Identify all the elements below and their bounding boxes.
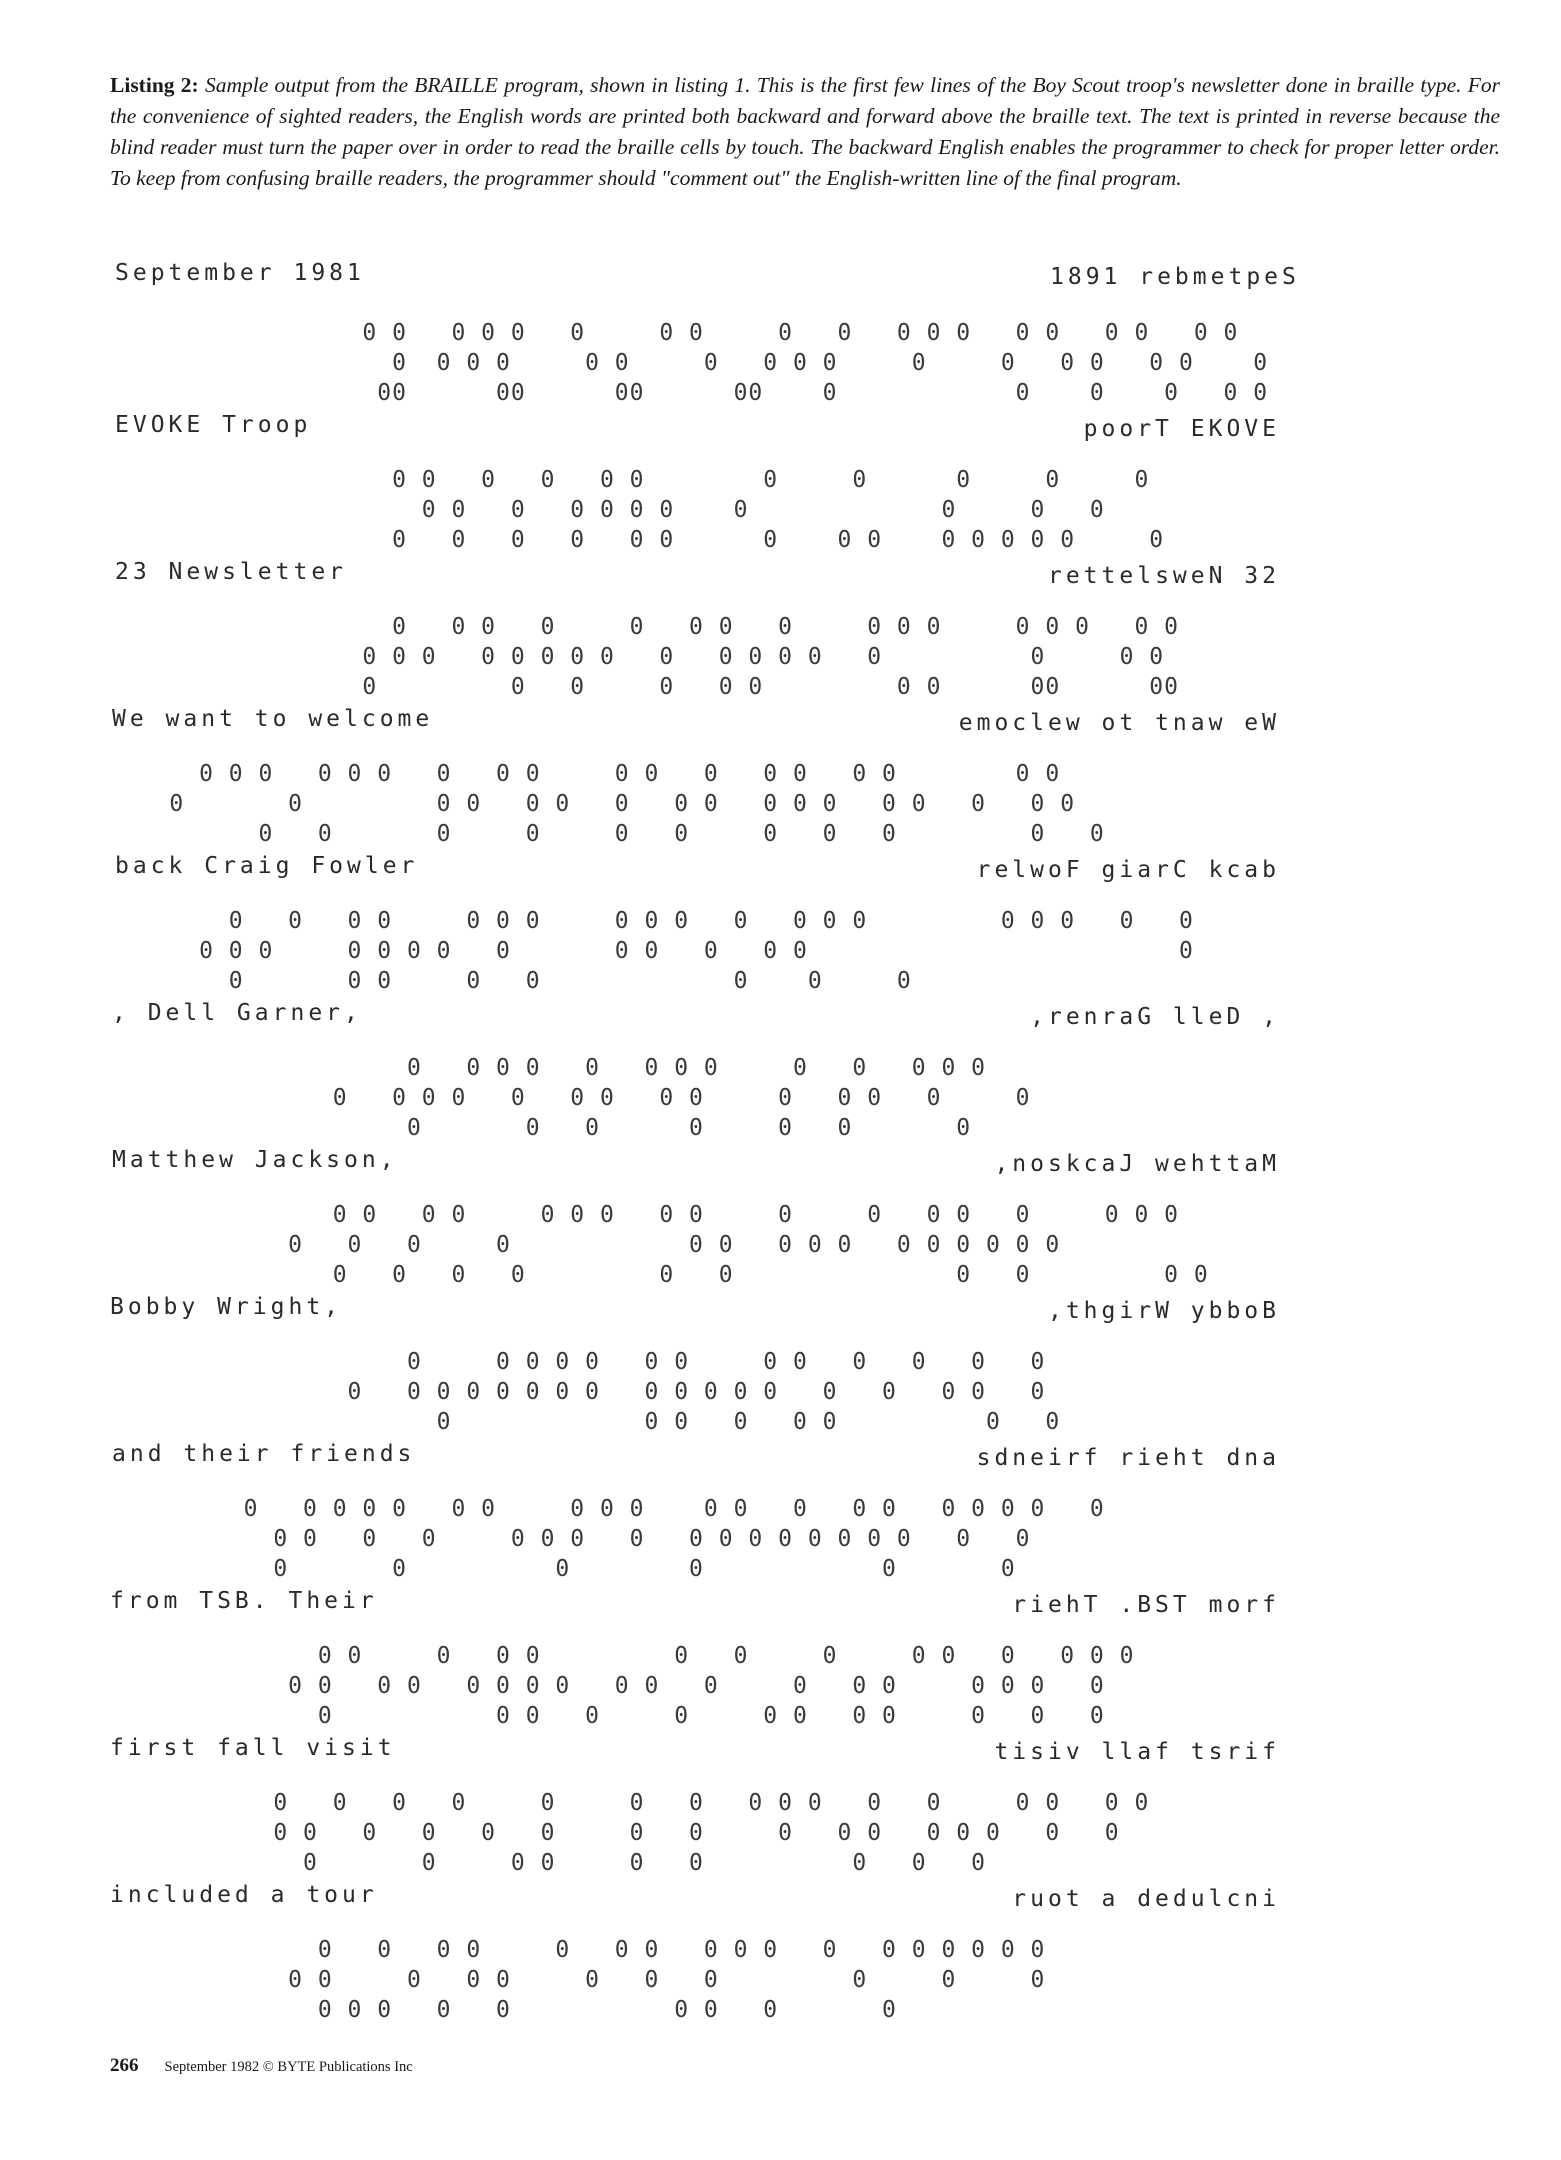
english-backward-text: ,renraG lleD ,	[1030, 1004, 1280, 1030]
english-forward-text: included a tour	[110, 1882, 378, 1908]
english-forward-text: first fall visit	[110, 1735, 396, 1761]
braille-row: 0 0 0 0 0 0 0 0 0 0 0 0 0 0 0 0 0 0 0	[110, 908, 1194, 934]
english-forward-text: 23 Newsletter	[115, 559, 348, 585]
english-forward-text: from TSB. Their	[110, 1588, 378, 1614]
english-forward-text: , Dell Garner,	[112, 1000, 362, 1026]
english-backward-text: ,thgirW ybboB	[1047, 1298, 1280, 1324]
english-backward-text: emoclew ot tnaw eW	[958, 710, 1280, 736]
caption-lead: Listing 2:	[110, 73, 199, 97]
braille-row: 0 0 0 0 0 0 0	[110, 1115, 972, 1141]
braille-row: 0 0 0 0 0 0 0 0 0 0 0 0 0	[110, 1349, 1046, 1375]
braille-row: 0 0 0 0 0 0 0 0 0 0 0 0 0 0	[110, 1085, 1031, 1111]
caption-text: Sample output from the BRAILLE program, shown in listing 1. This is the first few lines of the Boy Scout troop's newsletter done in braille type. For the convenience of sighted readers, the English words are printed both backward and forward above the braille text. The text is printed in reverse because the blind reader must turn the paper over in order to read the braille cells by touch. The backward English enables the programmer to check for proper letter order. To keep from confusing braille readers, the programmer should "comment out" the English-written line of the final program.	[110, 73, 1501, 190]
english-forward-text: Bobby Wright,	[110, 1294, 343, 1320]
braille-row: 0 0 0 0 0 0 0 0 0 0 0 0 0 0 0 0 0 0 0	[110, 320, 1239, 346]
page-number: 266	[110, 2055, 139, 2076]
footer-credit: September 1982 © BYTE Publications Inc	[164, 2059, 413, 2075]
english-forward-text: Matthew Jackson,	[112, 1147, 398, 1173]
english-backward-text: poorT EKOVE	[1083, 416, 1280, 442]
braille-row: 0 0 0 0 0 0 0 0 0	[110, 1850, 986, 1876]
braille-row: 0 0 0 0 0 0 0 0	[110, 968, 912, 994]
braille-row: 0 0 0 0 0 0 0 0 0 0 0 0	[110, 1703, 1105, 1729]
braille-row: 0 0 0 0 0 0 0 0 0 0 0 0 0 0 0 0 0	[110, 350, 1269, 376]
english-forward-text: back Craig Fowler	[115, 853, 419, 879]
braille-row: 0 0 0 0 0 0 0 0 0 0 0 0 0 0 0 0 0 0	[110, 1526, 1031, 1552]
braille-row: 0 0 0 0 0 0 0 0 0 0 0 0 0	[110, 1055, 986, 1081]
braille-row: 0 0 0 0 0 0 0 0 0 0 0 0 0 0 0 0	[110, 1820, 1120, 1846]
braille-row: 0 0 0 0 0 0 0 0 0 0 0 0 0 0 0 0	[110, 1790, 1150, 1816]
braille-row: 0 0 0 0 0 0 0 0 0 0 0	[110, 821, 1105, 847]
header-forward: September 1981	[115, 260, 365, 286]
braille-row: 0 0 0 0 0 0	[110, 1556, 1016, 1582]
braille-row: 0 0 0 0 0 0 0 0 0 0 0	[110, 1967, 1046, 1993]
braille-row: 0 0 0 0 0 0 0 0 0 0 0 0 0 0 0 0 0 0	[110, 761, 1061, 787]
braille-row: 0 0 0 0 0 0 0 0	[110, 1409, 1061, 1435]
english-backward-text: relwoF giarC kcab	[976, 857, 1280, 883]
braille-row: 0 0 0 0 0 0 0 0 0 0 0 0 0 0 0 0 0 0	[110, 1673, 1105, 1699]
braille-row: 0 0 0 0 0 0 0 0 0	[110, 1997, 897, 2023]
english-backward-text: ,noskcaJ wehttaM	[994, 1151, 1280, 1177]
english-backward-text: ruot a dedulcni	[1012, 1886, 1280, 1912]
braille-row: 0 0 0 0 0 0 0 0 0 0 0 0 0 0 0	[110, 1232, 1061, 1258]
english-backward-text: riehT .BST morf	[1012, 1592, 1280, 1618]
english-forward-text: We want to welcome	[112, 706, 434, 732]
page-footer	[110, 2055, 413, 2077]
braille-row: 0 0 0 0 0 0 0 0 0 0 0 0 0 0 0 0 0	[110, 1202, 1179, 1228]
braille-row: 0 0 0 0 0 0 0 0 0 0 0	[110, 497, 1105, 523]
english-backward-text: sdneirf rieht dna	[976, 1445, 1280, 1471]
braille-row: 0 0 0 0 0 0 0 0 0 0 0 0 0 0 0	[110, 527, 1165, 553]
braille-row: 00 00 00 00 0 0 0 0 0 0	[110, 380, 1269, 406]
header-backward: 1891 rebmetpeS	[1050, 264, 1300, 290]
braille-row: 0 0 0 0 0 0 0 0 0 0 0 0 0 0 0 0 0 0 0 0	[110, 1496, 1105, 1522]
braille-row: 0 0 0 0 0 0 0 0 0 0 0 0 0 0	[110, 1643, 1135, 1669]
braille-row: 0 0 0 0 0 0 0 0 0 0 0 0 0 0 0 0 0 0	[110, 1379, 1046, 1405]
braille-row: 0 0 0 0 0 0 0 0 0 0 0	[110, 467, 1150, 493]
english-forward-text: and their friends	[112, 1441, 416, 1467]
braille-row: 0 0 0 0 0 0 0 0 0 0 0 0 0 0 0 0 0	[110, 1937, 1046, 1963]
english-backward-text: rettelsweN 32	[1047, 563, 1280, 589]
braille-row: 0 0 0 0 0 0 0 0 00 00	[110, 674, 1179, 700]
english-backward-text: tisiv llaf tsrif	[994, 1739, 1280, 1765]
braille-row: 0 0 0 0 0 0 0 0 0 0 0 0 0 0 0 0 0	[110, 791, 1076, 817]
braille-row: 0 0 0 0 0 0 0 0 0 0 0 0 0 0 0 0	[110, 614, 1179, 640]
english-forward-text: EVOKE Troop	[115, 412, 312, 438]
braille-row: 0 0 0 0 0 0 0 0 0 0	[110, 1262, 1209, 1288]
braille-row: 0 0 0 0 0 0 0 0 0 0 0 0 0 0 0 0 0	[110, 644, 1165, 670]
braille-row: 0 0 0 0 0 0 0 0 0 0 0 0 0 0	[110, 938, 1194, 964]
